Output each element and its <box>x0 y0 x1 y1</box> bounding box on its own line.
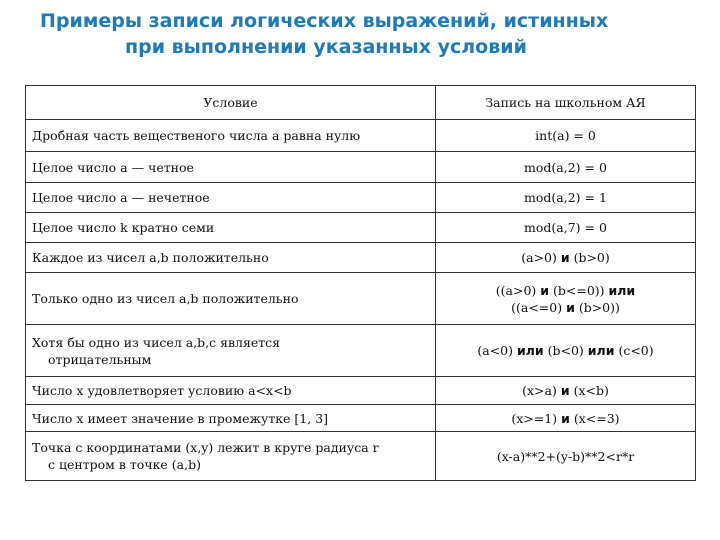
condition-line: отрицательным <box>48 351 152 367</box>
condition-cell: Каждое из чисел a,b положительно <box>26 243 436 273</box>
record-cell <box>436 273 696 325</box>
record-part: (b<=0)) <box>549 282 609 298</box>
record-cell: int(a) = 0 <box>436 120 696 152</box>
condition-cell: Целое число k кратно семи <box>26 213 436 243</box>
table-row <box>26 243 696 273</box>
condition-line: Хотя бы одно из чисел a,b,c является <box>32 334 281 350</box>
table-row <box>26 432 696 481</box>
condition-cell <box>26 432 436 481</box>
keyword-or: или <box>516 343 544 358</box>
header-record: Запись на школьном АЯ <box>436 86 696 120</box>
record-part: (a<0) <box>477 343 517 358</box>
condition-cell: Целое число а — четное <box>26 152 436 183</box>
condition-cell: Целое число а — нечетное <box>26 183 436 213</box>
keyword-and: и <box>560 250 570 265</box>
table-row <box>26 183 696 213</box>
condition-cell: Только одно из чисел a,b положительно <box>26 273 436 325</box>
condition-cell <box>26 325 436 377</box>
table-row <box>26 213 696 243</box>
record-cell: (x-a)**2+(y-b)**2<r*r <box>436 432 696 481</box>
keyword-or: или <box>587 343 615 358</box>
condition-cell: Дробная часть вещественого числа а равна нулю <box>26 120 436 152</box>
record-cell <box>436 377 696 405</box>
table-row <box>26 405 696 432</box>
record-cell: mod(a,2) = 0 <box>436 152 696 183</box>
record-part: ((a<=0) <box>511 299 567 315</box>
table-row <box>26 325 696 377</box>
keyword-or: или <box>608 282 636 298</box>
record-part: (b>0) <box>569 250 610 265</box>
keyword-and: и <box>540 282 550 298</box>
condition-line: Точка с координатами (x,y) лежит в круге радиуса r <box>32 440 379 455</box>
record-cell <box>436 243 696 273</box>
record-cell: mod(a,2) = 1 <box>436 183 696 213</box>
record-part: (a>0) <box>521 250 561 265</box>
condition-cell: Число x имеет значение в промежутке [1, 3] <box>26 405 436 432</box>
table-row <box>26 273 696 325</box>
page-title <box>0 8 720 60</box>
keyword-and: и <box>560 383 570 398</box>
record-cell <box>436 325 696 377</box>
record-cell: mod(a,7) = 0 <box>436 213 696 243</box>
expressions-table <box>25 85 696 481</box>
record-part: (x<=3) <box>569 410 620 426</box>
table-row <box>26 152 696 183</box>
record-part: (x>=1) <box>511 410 562 426</box>
record-part: (x>a) <box>522 383 561 398</box>
table-header-row <box>26 86 696 120</box>
condition-cell: Число x удовлетворяет условию a<x<b <box>26 377 436 405</box>
title-line-1: Примеры записи логических выражений, истинных <box>40 10 609 32</box>
keyword-and: и <box>566 299 575 315</box>
record-part: (c<0) <box>614 343 654 358</box>
record-part: (b<0) <box>543 343 588 358</box>
condition-line: с центром в точке (a,b) <box>48 457 201 472</box>
record-part: ((a>0) <box>495 282 541 298</box>
record-cell <box>436 405 696 432</box>
title-line-2: при выполнении указанных условий <box>125 36 527 58</box>
keyword-and: и <box>561 410 570 426</box>
record-part: (b>0)) <box>574 299 620 315</box>
table-row <box>26 377 696 405</box>
table-row <box>26 120 696 152</box>
header-condition: Условие <box>26 86 436 120</box>
record-part: (x<b) <box>569 383 609 398</box>
